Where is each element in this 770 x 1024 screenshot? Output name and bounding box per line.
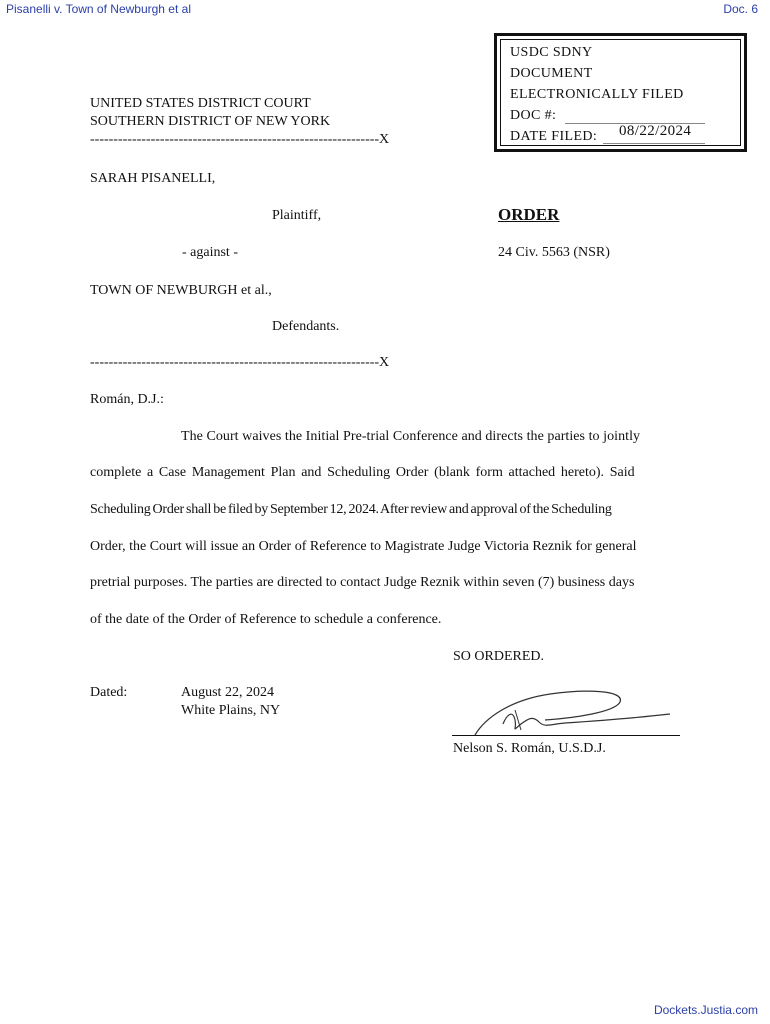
against-text: - against - bbox=[182, 245, 238, 260]
court-name-line1: UNITED STATES DISTRICT COURT bbox=[90, 96, 311, 111]
dated-label: Dated: bbox=[90, 685, 128, 700]
plaintiff-name: SARAH PISANELLI, bbox=[90, 171, 216, 186]
stamp-document: DOCUMENT bbox=[510, 66, 593, 81]
signature-line bbox=[452, 735, 680, 736]
judge-intro: Román, D.J.: bbox=[90, 392, 164, 407]
justia-footer-link[interactable]: Dockets.Justia.com bbox=[653, 1003, 758, 1017]
defendant-name: TOWN OF NEWBURGH et al., bbox=[90, 283, 272, 298]
caption-divider-bottom: --------------------------------------------------------------X bbox=[90, 355, 390, 370]
order-text-line-5: pretrial purposes. The parties are directed to contact Judge Reznik within seven (7) business days bbox=[90, 575, 635, 590]
stamp-court: USDC SDNY bbox=[510, 45, 593, 60]
plaintiff-role: Plaintiff, bbox=[272, 208, 322, 223]
defendant-role: Defendants. bbox=[272, 319, 340, 334]
judge-name: Nelson S. Román, U.S.D.J. bbox=[453, 741, 606, 756]
case-number: 24 Civ. 5563 (NSR) bbox=[498, 245, 610, 260]
dated-place: White Plains, NY bbox=[181, 703, 281, 718]
order-title: ORDER bbox=[498, 205, 560, 224]
stamp-doc-label: DOC #: bbox=[510, 108, 557, 123]
order-text-line-3: Scheduling Order shall be filed by September 12, 2024. After review and approval of the Scheduling bbox=[90, 502, 612, 517]
court-name-line2: SOUTHERN DISTRICT OF NEW YORK bbox=[90, 114, 331, 129]
stamp-date-label: DATE FILED: bbox=[510, 129, 598, 144]
so-ordered: SO ORDERED. bbox=[453, 649, 545, 664]
order-text-line-2: complete a Case Management Plan and Scheduling Order (blank form attached hereto). Said bbox=[90, 465, 635, 480]
case-title-link[interactable]: Pisanelli v. Town of Newburgh et al bbox=[6, 2, 191, 16]
order-text-line-6: of the date of the Order of Reference to schedule a conference. bbox=[90, 612, 442, 627]
dated-date: August 22, 2024 bbox=[181, 685, 274, 700]
caption-divider-top: --------------------------------------------------------------X bbox=[90, 132, 390, 147]
doc-number-link[interactable]: Doc. 6 bbox=[723, 2, 758, 16]
order-text-line-1: The Court waives the Initial Pre-trial Conference and directs the parties to jointly bbox=[181, 429, 641, 444]
stamp-date-value: 08/22/2024 bbox=[619, 123, 692, 139]
filing-stamp bbox=[494, 33, 747, 152]
order-text-line-4: Order, the Court will issue an Order of Reference to Magistrate Judge Victoria Reznik for general bbox=[90, 539, 637, 554]
stamp-electronically-filed: ELECTRONICALLY FILED bbox=[510, 87, 684, 102]
judge-signature bbox=[455, 680, 680, 740]
